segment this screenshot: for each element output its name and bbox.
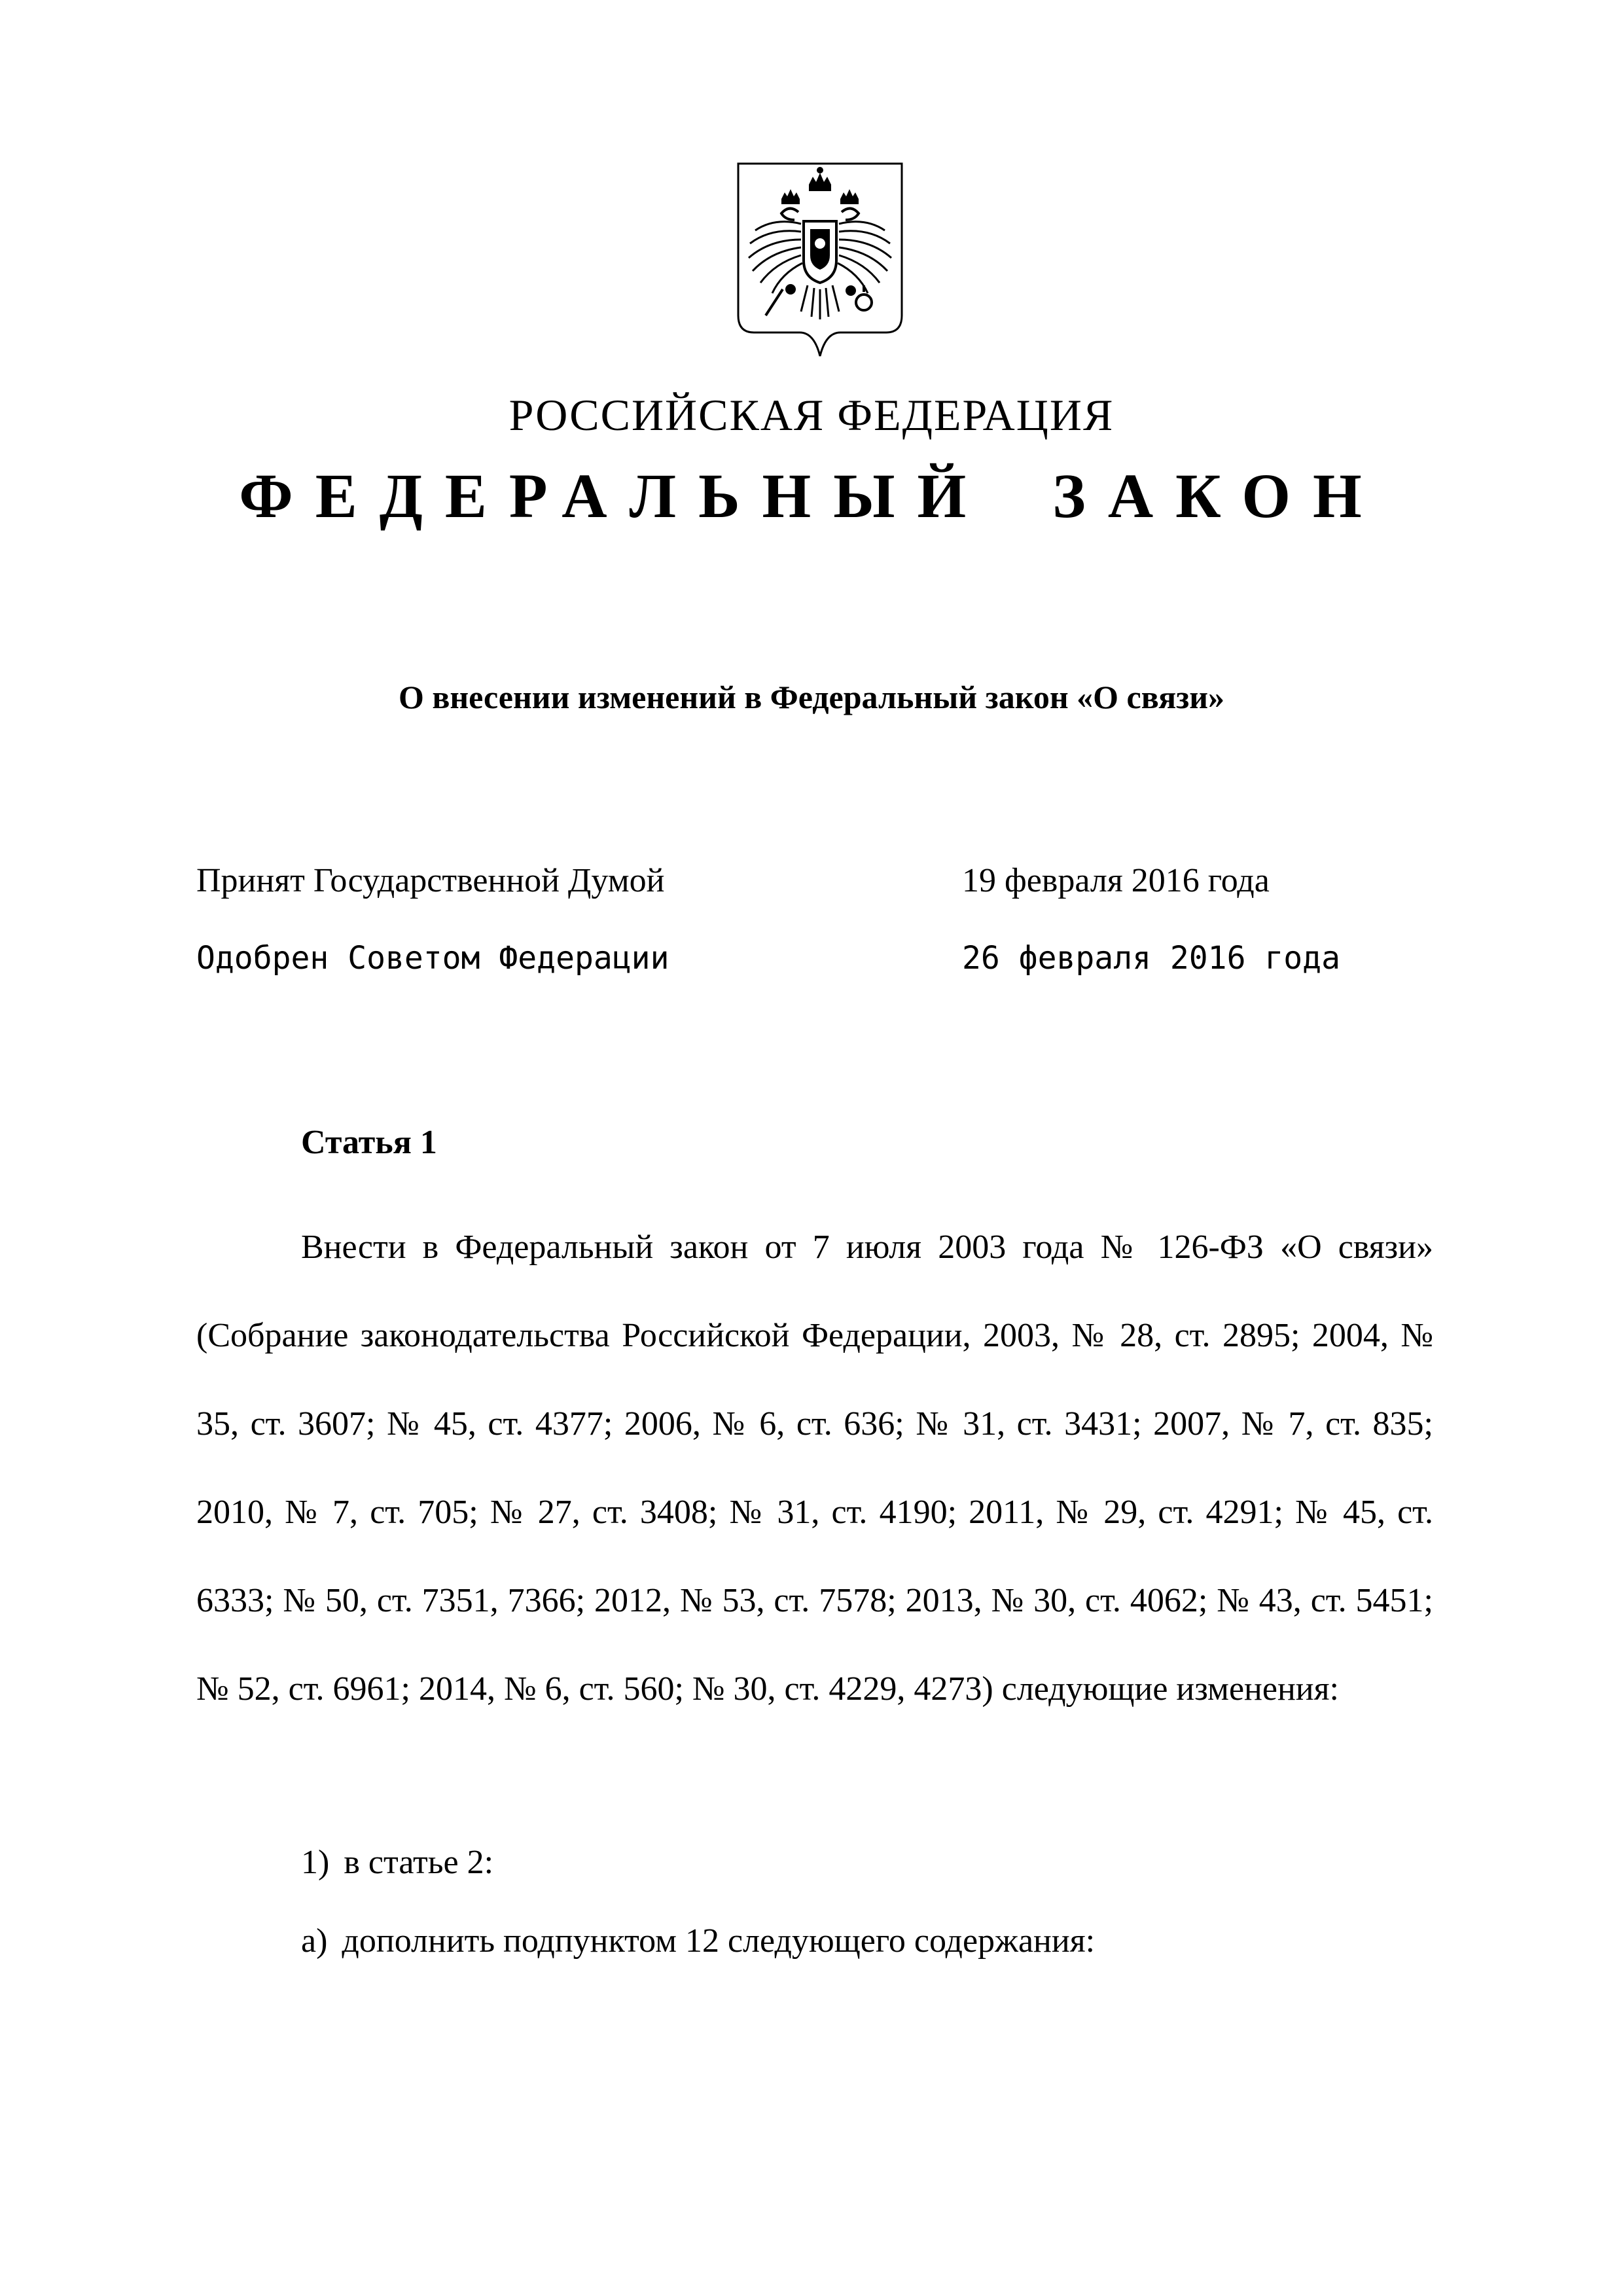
list-item-text: дополнить подпунктом 12 следующего содержания: (342, 1922, 1096, 1960)
duma-label: Принят Государственной Думой (196, 862, 665, 899)
article-heading: Статья 1 (301, 1124, 437, 1161)
list-item (301, 1924, 1095, 1958)
coat-of-arms-icon (736, 161, 904, 360)
list-item-number: 1) (301, 1844, 330, 1881)
list-item-text: в статье 2: (344, 1844, 494, 1881)
document-type: ФЕДЕРАЛЬНЫЙ ЗАКОН (239, 461, 1384, 531)
list-item (301, 1846, 493, 1880)
law-title: О внесении изменений в Федеральный закон «О связи» (398, 679, 1225, 715)
list-item-number: а) (301, 1922, 328, 1960)
council-label: Одобрен Советом Федерации (196, 940, 669, 977)
duma-date: 19 февраля 2016 года (962, 862, 1270, 899)
article-body: Внести в Федеральный закон от 7 июля 2003 года № 126-ФЗ «О связи» (Собрание законодательства Российской Федерации, 2003, № 28, ст. 2895; 2004, № 35, ст. 3607; № 45, ст. 4377; 2006, № 6, ст. 636; № 31, ст. 3431; 2007, № 7, ст. 835; 2010, № 7, ст. 705; № 27, ст. 3408; № 31, ст. 4190; 2011, № 29, ст. 4291; № 45, ст. 6333; № 50, ст. 7351, 7366; 2012, № 53, ст. 7578; 2013, № 30, ст. 4062; № 43, ст. 5451; № 52, ст. 6961; 2014, № 6, ст. 560; № 30, ст. 4229, 4273) следующие изменения: (196, 1229, 1433, 1708)
country-name: РОССИЙСКАЯ ФЕДЕРАЦИЯ (508, 390, 1115, 440)
council-date: 26 февраля 2016 года (962, 940, 1340, 977)
